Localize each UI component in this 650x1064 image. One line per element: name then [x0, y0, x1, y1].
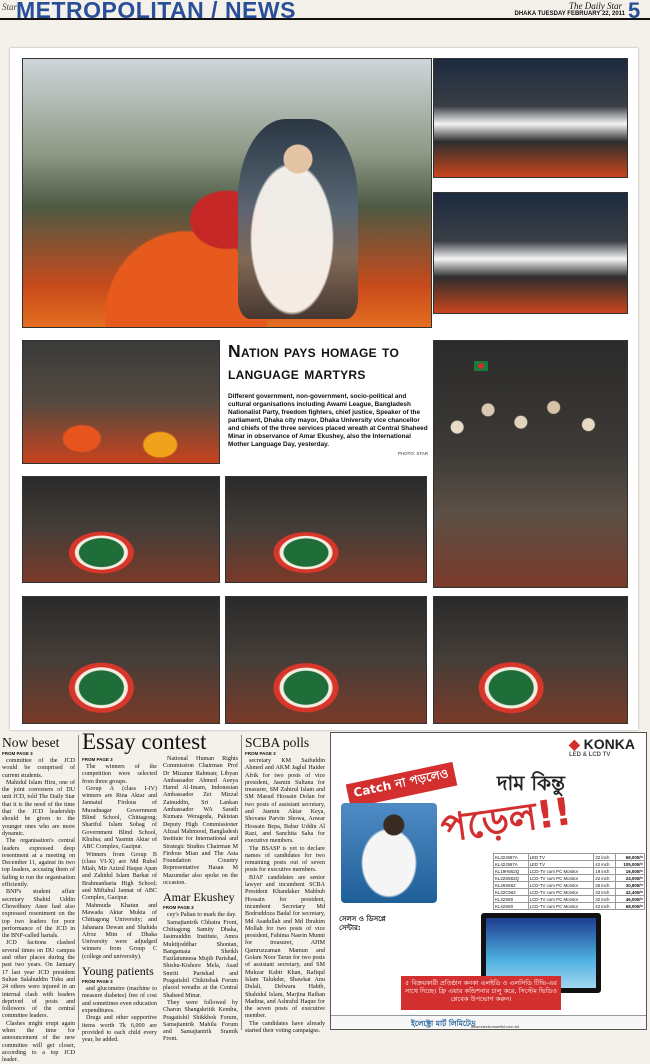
paragraph: The winners of the competition were selected from three groups.: [82, 764, 157, 785]
paragraph: Winners from Group B (class VI-X) are Md Rubel Miah, Mir Azizul Haque Apan and Zahidul Islam Barkat of Brahmanbaria High School; and Miftahul Jannat of ABC Complex, Gazipur.: [82, 851, 157, 902]
paragraph: secretary KM Saifuddin Ahmed and AKM Jaglul Haider Afrik for two posts of vice president, Jasmin Sultana for treasurer, SM Zahirul Islam and SM Masud Hossain Dolan for two posts of assistant secretary, and Jasmin Aktar Keya, Shovana Parvin Showa, Anwar Hossain Bepa, Babar Uddin Al Razi, and Sanchita Saha for executive members.: [245, 758, 325, 845]
paragraph: They were followed by Charon Shangskritik Kendra, Pragatishil Shikkhok Forum, Samajtantrik Mahila Forum and Samajtantrik Sramik Front.: [163, 999, 238, 1043]
from-page: FROM PAGE 3: [245, 751, 276, 756]
size: 32 inch: [594, 854, 616, 861]
model: KL42S80: [494, 903, 529, 910]
type: LCD-TV cum PC Monitor: [528, 875, 594, 882]
size: 19 inch: [594, 868, 616, 875]
price: 42,400/=: [616, 889, 645, 896]
table-row: [494, 868, 645, 875]
page-number: 5: [628, 0, 641, 23]
photo-row3-1: [22, 596, 220, 724]
paragraph: National Human Rights Commission Chairman Prof Dr Mizanur Rahman; Libyan Ambassador Ahmed Aeeya Hamd Al-Imam, Indonesian Ambassador Zet Mizzal Zainuddin, Sri Lankan Ambassador WA Sarath Kumara Weragoda, Pakistan Deputy High Commissioner Afzaal Mahmood, Bangladesh Institute for International and Strategic Studies Chairman M Firdous Mian and The Asia Foundation Country Representative Hasan M Mazumdar also spoke on the occasion.: [163, 756, 238, 887]
photo-credit: PHOTO: STAR: [397, 451, 428, 456]
paragraph: committee of the JCD would be comprised of current students.: [2, 758, 75, 779]
model: KL22S562Q: [494, 875, 529, 882]
photo-top-right-2: [433, 192, 628, 314]
ad-slogan-main: পড়েল!!: [438, 789, 575, 851]
article-essay-contest-cont: [163, 756, 238, 1044]
ad-banner: ৫ বিক্রয়কারী প্রতিষ্ঠান কনকা এলইডি ও এলসিডি টিভি-এর সাথে দিচ্ছে। ফ্রি এয়ার কন্ডিশনার চালু করে, সিস্টেম ভিডিও প্লেবেক উপভোগ করুন।: [401, 976, 561, 1010]
paragraph: The BSASP is yet to declare names of candidates for two remaining posts out of seven posts for executive members.: [245, 845, 325, 874]
article-now-beset: [2, 735, 75, 1064]
table-row: [494, 889, 645, 896]
masthead: [0, 0, 650, 23]
photo-row3-2: [225, 596, 427, 724]
size: 26 inch: [594, 882, 616, 889]
model: KL42J597A: [494, 861, 529, 868]
size: 42 inch: [594, 903, 616, 910]
ad-slogan-top: দাম কিন্তু: [497, 771, 565, 795]
paragraph: JCD factions clashed several times on DU campus and other places during the past two years. On January 17 last year JCD president Sultan Salahuddin Tuku and 24 others were injured in an internal clash with leaders deprived of posts and followers of the central committee leaders.: [2, 940, 75, 1020]
ad-footer: [331, 1015, 647, 1030]
feature-blurb: Different government, non-government, socio-political and cultural organisations including Awami League, Bangladesh Nationalist Party, freedom fighters, chief justice, Speaker of the parliament, Dhaka city mayor, Dhaka University vice chancellor and chiefs of the three services placed wreath at Central Shaheed Minar in observance of Amar Ekushey, also the International Mother Language Day, yesterday.: [228, 393, 428, 448]
paragraph: Clashes might erupt again when the time for announcement of the new committee will get closer, according to a top JCD leader.: [2, 1020, 75, 1064]
ad-brand-sub: LED & LCD TV: [569, 752, 611, 758]
paragraph: Group A (class I-IV) winners are Rina Aktar and Jannatul Firdous of Muradnagar Government Blind School, Chittagong; Shariful Islam Sohag of Government Blind School, Khulna; and Yasmin Aktar of ABC Complex, Gazipur.: [82, 785, 157, 851]
price: 30,800/=: [616, 882, 645, 889]
essay-title-block: [82, 730, 237, 756]
paragraph: BNP's student affair secretary Shahid Uddin Chowdhury Anee had also expressed resentment on the top two leaders for poor performance of the JCD in the BNP-called hartals.: [2, 889, 75, 940]
type: LCD-TV cum PC Monitor: [528, 882, 594, 889]
ad-catch-tag: Catch না পড়লেও: [346, 762, 457, 808]
paragraph: Mahidul Islam Hiru, one of the joint conveners of DU unit JCD, told The Daily Star that it is the need of the time that the JCD leadership should be given to the younger ones who are more dynamic.: [2, 779, 75, 837]
type: LCD-TV cum PC Monitor: [528, 903, 594, 910]
article-title: Now beset: [2, 735, 60, 750]
price: 68,000/=: [616, 903, 645, 910]
table-row: [494, 882, 645, 889]
model: KL19H562Q: [494, 868, 529, 875]
article-title: Essay contest: [82, 729, 207, 754]
size: 42 inch: [594, 861, 616, 868]
table-row: [494, 903, 645, 910]
model: KL32C562: [494, 889, 529, 896]
photo-feature: [10, 48, 638, 730]
feature-headline-line2: language martyrs: [228, 363, 366, 383]
subhead-young-patients: Young patients: [82, 964, 154, 979]
type: LCD-TV cum PC Monitor: [528, 889, 594, 896]
column-divider: [241, 735, 242, 1030]
table-row: [494, 861, 645, 868]
table-row: [494, 854, 645, 861]
paragraph: Mahmuda Khatun and Mawada Aktar Mukta of Chittagong University; and Jahanara Dewan and Shahida Afroz Mim of Dhaka University were adjudged winners from Group C (college and university).: [82, 902, 157, 960]
model: KL26S562: [494, 882, 529, 889]
photo-mid-left: [22, 340, 220, 464]
size: 32 inch: [594, 889, 616, 896]
footer-brand: ইলেক্ট্রো মার্ট লিমিটেড: [411, 1019, 476, 1028]
price: 46,000/=: [616, 896, 645, 903]
paragraph: BJAF candidates are senior lawyer and incumbent SCBA President Khandaker Mahbub Hossain for president, incumbent Secretary Md Bodruddoza Badal for secretary, Md Asadullah and Md Ibrahim Mollah for two posts of vice president, Fahima Nasrin Munni for treasurer, AHM Qamruzzaman Mamun and Golam Noor Tarun for two posts of assistant secretary, and SM Mukzar Kabir Khan, Rafiqul Islam Talukder, Shawkat Anu Dulali, Delwara Habib, Shahidul Islam, Marjina Raihan Madina, and Ashraful Haque for the seven posts of executive member.: [245, 874, 325, 1020]
paragraph: The organisation's central leaders expressed deep resentment at a meeting on December 11, against its two top leaders, accusing them of failing to run the organisation efficiently.: [2, 838, 75, 889]
ad-brand: ◆ KONKA: [569, 736, 636, 752]
table-row: [494, 875, 645, 882]
article-essay-contest: [82, 756, 157, 1044]
from-page: FROM PAGE 3: [163, 905, 194, 911]
photo-row2-2: [225, 476, 427, 583]
from-page: FROM PAGE 3: [82, 757, 113, 762]
model: KL32S80: [494, 896, 529, 903]
column-divider: [78, 735, 79, 1030]
feature-headline-line1: Nation pays homage to: [228, 341, 400, 361]
paragraph: and glucometre (machine to measure diabetes) free of cost and sometimes even education expenditures.: [82, 986, 157, 1014]
photo-main-girl-placing-flowers: [22, 58, 432, 328]
model: KL32J597A: [494, 854, 529, 861]
article-title: SCBA polls: [245, 735, 310, 750]
price-table: [493, 853, 645, 910]
type: LED TV: [528, 854, 594, 861]
type: LCD-TV cum PC Monitor: [528, 896, 594, 903]
photo-row2-1: [22, 476, 220, 583]
size: 32 inch: [594, 896, 616, 903]
article-scba-polls: [245, 735, 325, 1035]
from-page: FROM PAGE 3: [2, 751, 33, 756]
subhead-amar-ekushey: Amar Ekushey: [163, 890, 235, 905]
photo-top-right-1: [433, 58, 628, 178]
paragraph: Samajtantrik Chhatra Front, Chittagong Samity Dhaka, Jasimuddin Institute, Amra Muktijoddhar Shontan, Bangamata Sheikh Fazilatunnesa Mujib Parishad, Shishu-Kishore Mela, Asad Smriti Parishad and Pragatishil Chikitshak Forum placed wreaths at the Central Shaheed Minar.: [163, 919, 238, 999]
issue-date: DHAKA TUESDAY FEBRUARY 22, 2011: [514, 11, 625, 17]
type: LCD-TV cum PC Monitor: [528, 868, 594, 875]
paragraph: Drugs and other supportive items worth Tk 6,000 are provided to each child every year, he added.: [82, 1015, 157, 1044]
price: 24,000/=: [616, 875, 645, 882]
konka-advertisement[interactable]: [330, 732, 647, 1030]
paragraph: The candidates have already started their voting campaigns.: [245, 1020, 325, 1034]
price: 68,000/=: [616, 854, 645, 861]
ad-sales-label: সেলস ও ডিসপ্লে সেন্টার:: [339, 915, 386, 932]
ad-brand-name: KONKA: [583, 736, 636, 752]
price: 105,000/=: [616, 861, 645, 868]
star-logo: Star: [2, 2, 18, 12]
paper-name: The Daily Star: [569, 1, 622, 11]
size: 22 inch: [594, 875, 616, 882]
cricket-player-image: [341, 803, 437, 903]
flag-disc-icon: [478, 363, 484, 369]
type: LED TV: [528, 861, 594, 868]
photo-right-girl-child: [433, 340, 628, 588]
section-title: METROPOLITAN / NEWS: [16, 0, 296, 23]
paragraph: cey's Paltan to mark the day.: [167, 912, 237, 919]
photo-main-subject: [238, 119, 358, 319]
photo-row3-3: [433, 596, 628, 724]
footer-website[interactable]: www.electromartltd.com.bd: [471, 1024, 520, 1029]
feature-headline: [228, 340, 428, 384]
from-page: FROM PAGE 3: [82, 979, 113, 985]
price: 16,500/=: [616, 868, 645, 875]
table-row: [494, 896, 645, 903]
